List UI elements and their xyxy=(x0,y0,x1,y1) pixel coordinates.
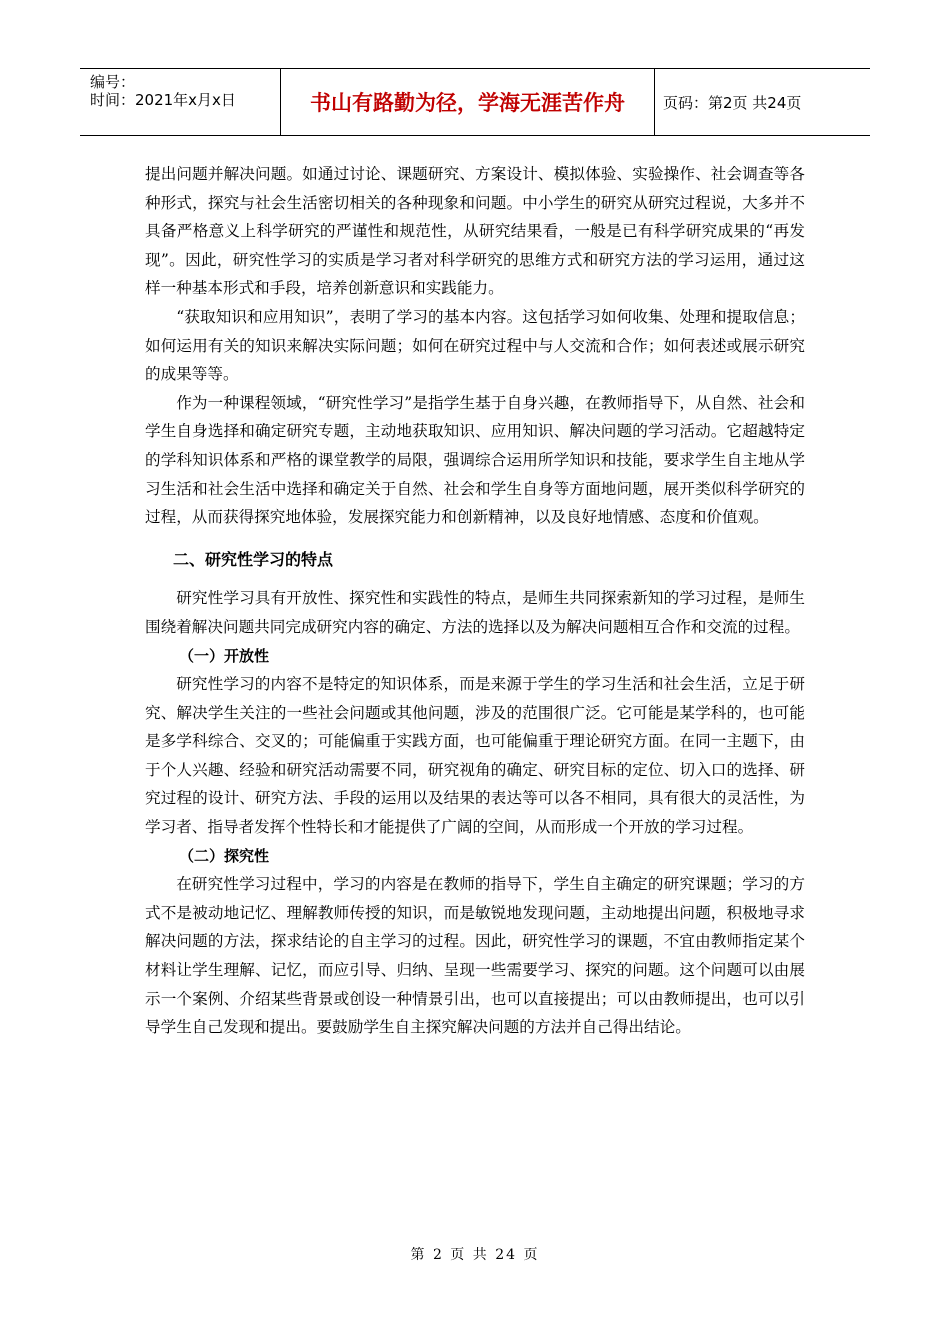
header-page-info: 页码：第2页 共24页 xyxy=(663,93,802,112)
document-body xyxy=(145,160,805,1042)
paragraph: 在研究性学习过程中，学习的内容是在教师的指导下，学生自主确定的研究课题；学习的方式不是被动地记忆、理解教师传授的知识，而是敏锐地发现问题，主动地提出问题，积极地寻求解决问题的方法，探求结论的自主学习的过程。因此，研究性学习的课题，不宜由教师指定某个材料让学生理解、记忆，而应引导、归纳、呈现一些需要学习、探究的问题。这个问题可以由展示一个案例、介绍某些背景或创设一种情景引出，也可以直接提出；可以由教师提出，也可以引导学生自己发现和提出。要鼓励学生自主探究解决问题的方法并自己得出结论。 xyxy=(145,875,805,1037)
page-footer: 第 2 页 共 24 页 xyxy=(410,1247,540,1263)
header-meta-cell xyxy=(80,69,281,135)
paragraph: “获取知识和应用知识”，表明了学习的基本内容。这包括学习如何收集、处理和提取信息；如何运用有关的知识来解决实际问题；如何在研究过程中与人交流和合作；如何表述或展示研究的成果等等。 xyxy=(145,307,805,384)
paragraph: 研究性学习的内容不是特定的知识体系，而是来源于学生的学习生活和社会生活，立足于研究、解决学生关注的一些社会问题或其他问题，涉及的范围很广泛。它可能是某学科的，也可能是多学科综合、交叉的；可能偏重于实践方面，也可能偏重于理论研究方面。在同一主题下，由于个人兴趣、经验和研究活动需要不同，研究视角的确定、研究目标的定位、切入口的选择、研究过程的设计、研究方法、手段的运用以及结果的表达等可以各不相同，具有很大的灵活性，为学习者、指导者发挥个性特长和才能提供了广阔的空间，从而形成一个开放的学习过程。 xyxy=(145,675,805,837)
subsection-heading: （一）开放性 xyxy=(179,646,270,665)
section-heading: 二、研究性学习的特点 xyxy=(173,549,334,569)
paragraph: 研究性学习具有开放性、探究性和实践性的特点，是师生共同探索新知的学习过程，是师生围绕着解决问题共同完成研究内容的确定、方法的选择以及为解决问题相互合作和交流的过程。 xyxy=(145,589,805,636)
page-header xyxy=(80,68,870,136)
header-motto: 书山有路勤为径，学海无涯苦作舟 xyxy=(281,69,655,135)
subsection-heading: （二）探究性 xyxy=(179,846,270,865)
document-number-label: 编号： xyxy=(90,73,136,91)
paragraph: 提出问题并解决问题。如通过讨论、课题研究、方案设计、模拟体验、实验操作、社会调查等各种形式，探究与社会生活密切相关的各种现象和问题。中小学生的研究从研究过程说，大多并不具备严格意义上科学研究的严谨性和规范性，从研究结果看，一般是已有科学研究成果的“再发现”。因此，研究性学习的实质是学习者对科学研究的思维方式和研究方法的学习运用，通过这样一种基本形式和手段，培养创新意识和实践能力。 xyxy=(145,165,805,298)
paragraph: 作为一种课程领域，“研究性学习”是指学生基于自身兴趣，在教师指导下，从自然、社会和学生自身选择和确定研究专题，主动地获取知识、应用知识、解决问题的学习活动。它超越特定的学科知识体系和严格的课堂教学的局限，强调综合运用所学知识和技能，要求学生自主地从学习生活和社会生活中选择和确定关于自然、社会和学生自身等方面地问题，展开类似科学研究的过程，从而获得探究地体验，发展探究能力和创新精神，以及良好地情感、态度和价值观。 xyxy=(145,393,805,527)
document-date-label: 时间：2021年x月x日 xyxy=(90,91,236,109)
